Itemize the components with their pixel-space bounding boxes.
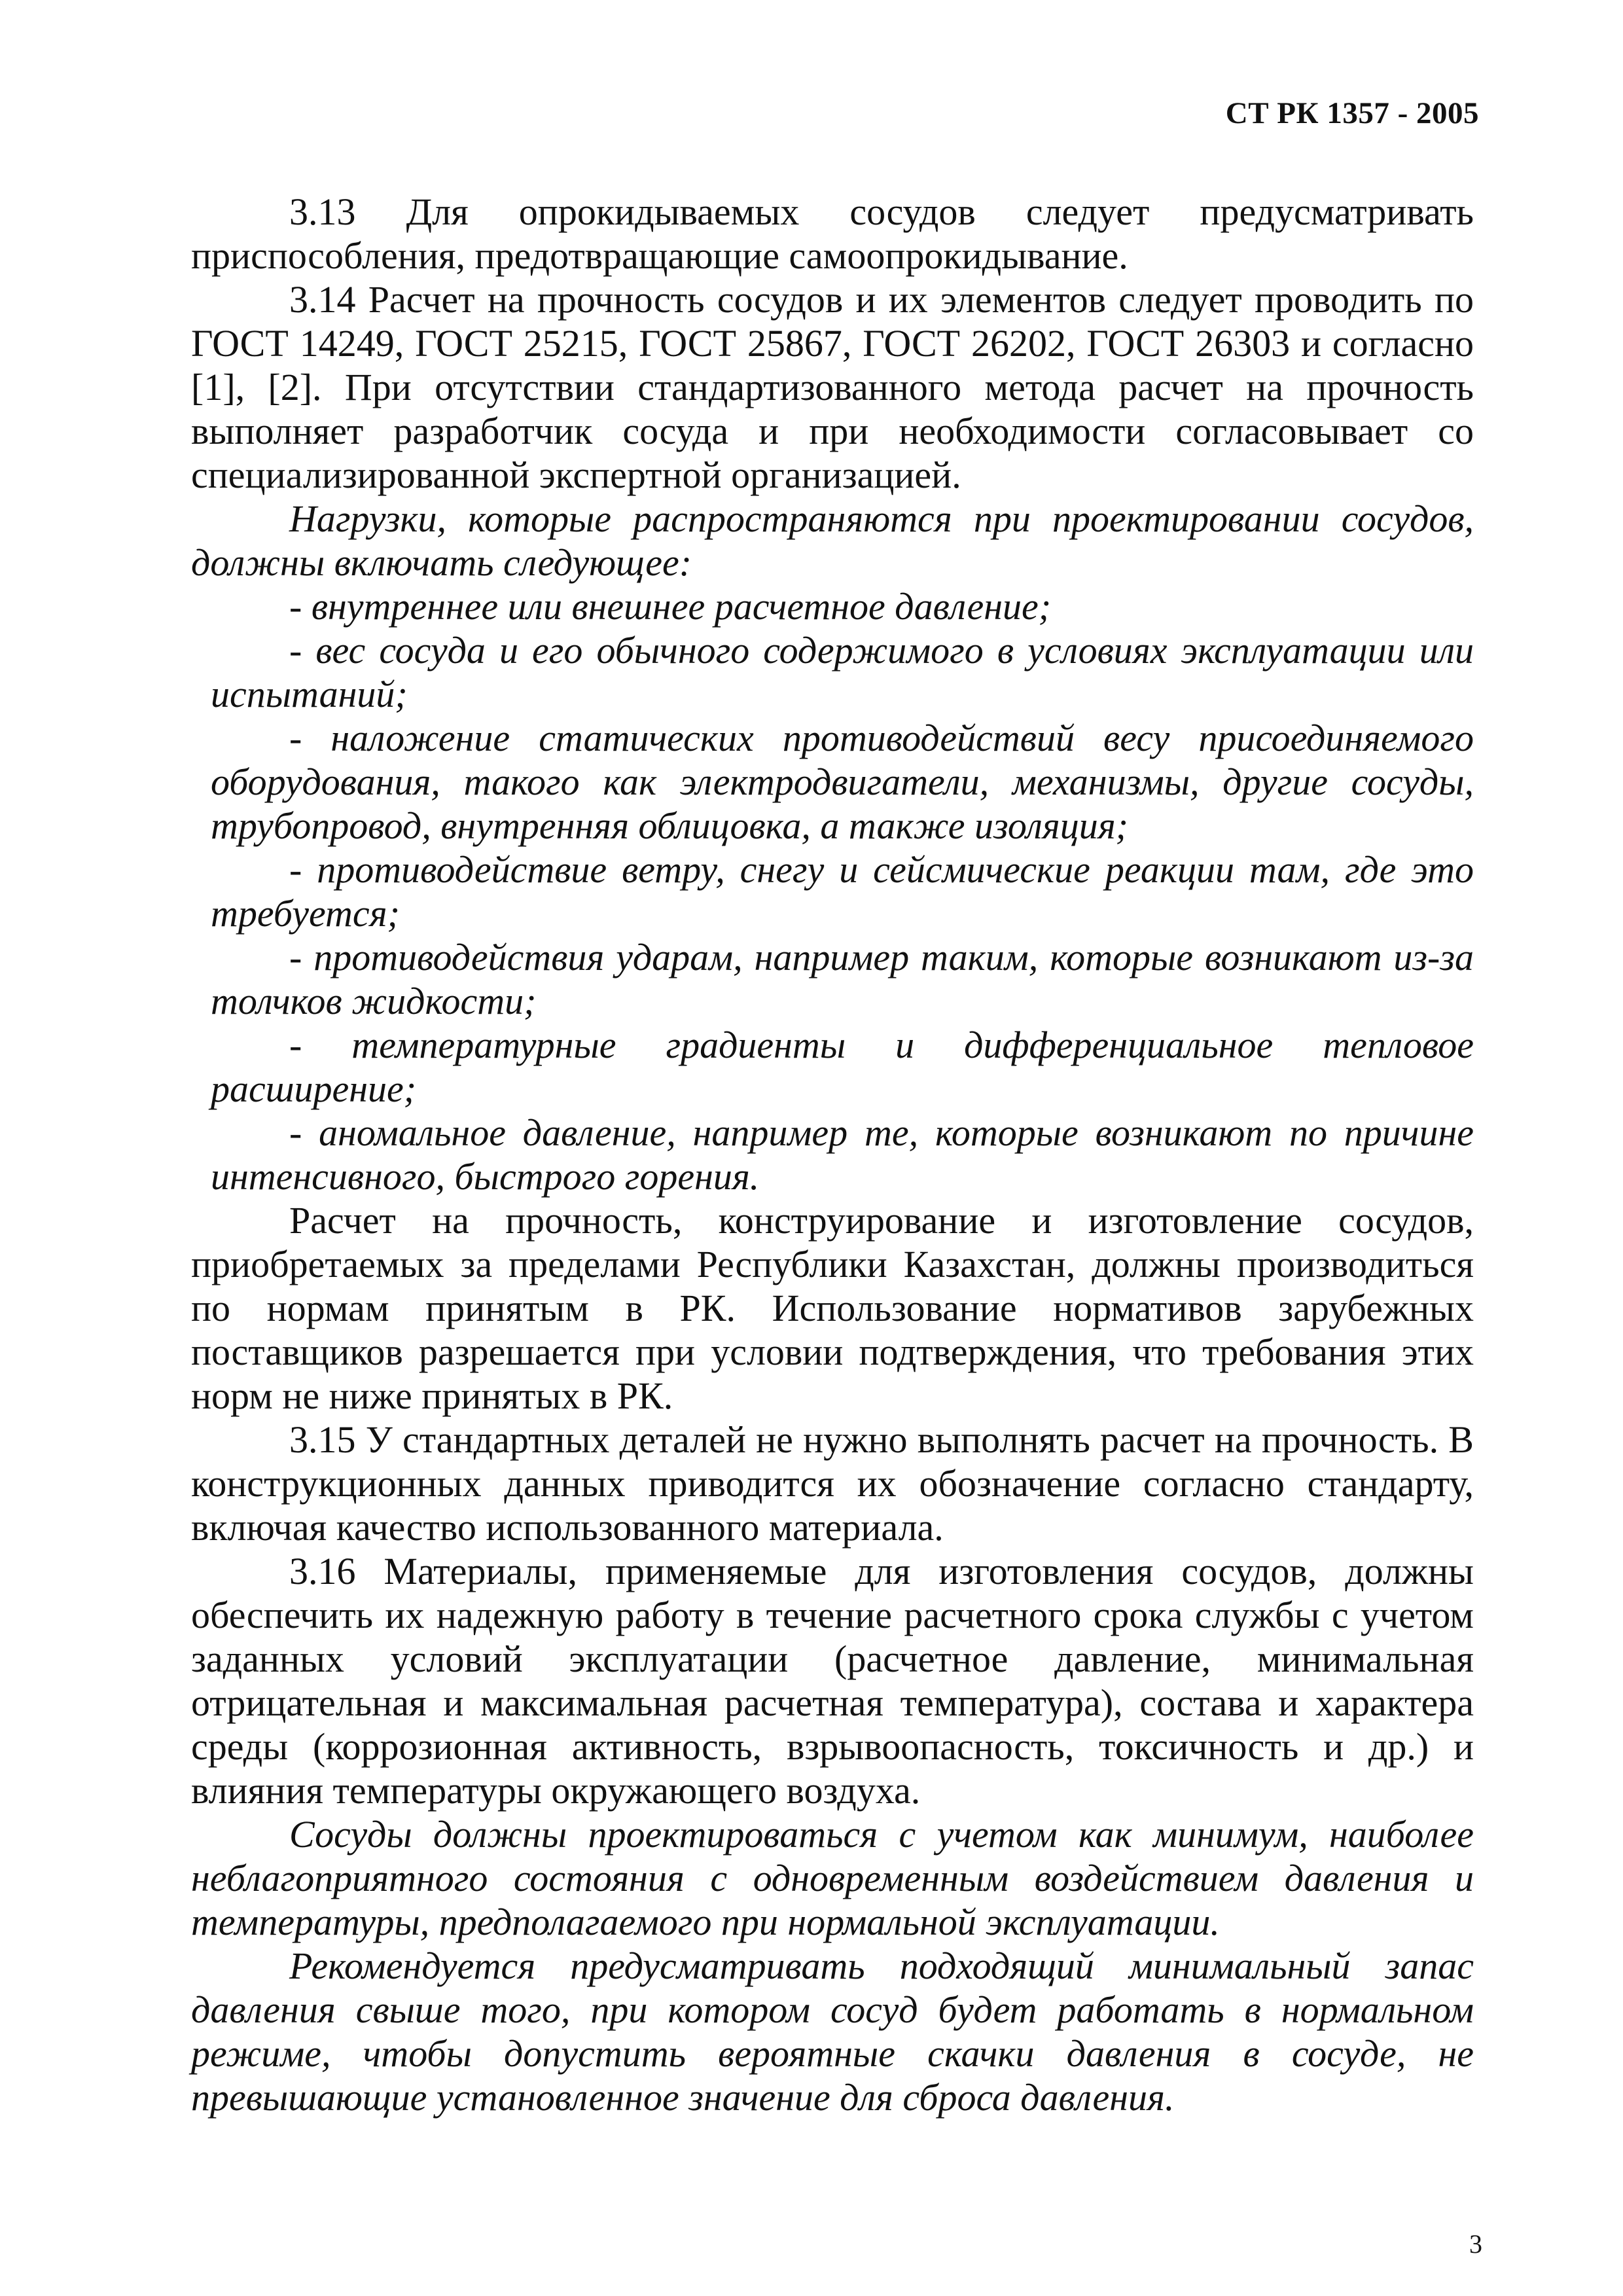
load-item: - аномальное давление, например те, которые возникают по причине интенсивного, быстрого горения. [211, 1111, 1474, 1198]
foreign-vessels-paragraph: Расчет на прочность, конструирование и изготовление сосудов, приобретаемых за пределами Республики Казахстан, должны производиться по нормам принятым в РК. Использование нормативов зарубежных поставщиков разрешается при условии подтверждения, что требования этих норм не ниже принятых в РК. [191, 1199, 1474, 1417]
pressure-margin-paragraph: Рекомендуется предусматривать подходящий минимальный запас давления свыше того, при котором сосуд будет работать в нормальном режиме, чтобы допустить вероятные скачки давления в сосуде, не превышающие установленное значение для сброса давления. [191, 1945, 1474, 2119]
loads-intro: Нагрузки, которые распространяются при проектировании сосудов, должны включать следующее: [191, 497, 1474, 584]
clause-3-15: 3.15 У стандартных деталей не нужно выполнять расчет на прочность. В конструкционных данных приводится их обозначение согласно стандарту, включая качество использованного материала. [191, 1418, 1474, 1549]
design-conditions-paragraph: Сосуды должны проектироваться с учетом как минимум, наиболее неблагоприятного состояния с одновременным воздействием давления и температуры, предполагаемого при нормальной эксплуатации. [191, 1813, 1474, 1943]
load-item: - противодействия ударам, например таким, которые возникают из-за толчков жидкости; [211, 936, 1474, 1022]
load-item: - температурные градиенты и дифференциальное тепловое расширение; [211, 1024, 1474, 1110]
load-item: - противодействие ветру, снегу и сейсмические реакции там, где это требуется; [211, 848, 1474, 935]
clause-3-13: 3.13 Для опрокидываемых сосудов следует предусматривать приспособления, предотвращающие самоопрокидывание. [191, 190, 1474, 277]
clause-3-14: 3.14 Расчет на прочность сосудов и их элементов следует проводить по ГОСТ 14249, ГОСТ 25215, ГОСТ 25867, ГОСТ 26202, ГОСТ 26303 и согласно [1], [2]. При отсутствии стандартизованного метода расчет на прочность выполняет разработчик сосуда и при необходимости согласовывает со специализированной экспертной организацией. [191, 278, 1474, 496]
page-number: 3 [1469, 2229, 1482, 2259]
document-code-header: СТ РК 1357 - 2005 [1225, 96, 1479, 130]
load-item: - внутреннее или внешнее расчетное давление; [289, 585, 1052, 628]
load-item: - вес сосуда и его обычного содержимого в условиях эксплуатации или испытаний; [211, 629, 1474, 715]
clause-3-16: 3.16 Материалы, применяемые для изготовления сосудов, должны обеспечить их надежную работу в течение расчетного срока службы с учетом заданных условий эксплуатации (расчетное давление, минимальная отрицательная и максимальная расчетная температура), состава и характера среды (коррозионная активность, взрывоопасность, токсичность и др.) и влияния температуры окружающего воздуха. [191, 1550, 1474, 1812]
load-item: - наложение статических противодействий весу присоединяемого оборудования, такого как электродвигатели, механизмы, другие сосуды, трубопровод, внутренняя облицовка, а также изоляция; [211, 717, 1474, 847]
page-body [191, 190, 1474, 2119]
